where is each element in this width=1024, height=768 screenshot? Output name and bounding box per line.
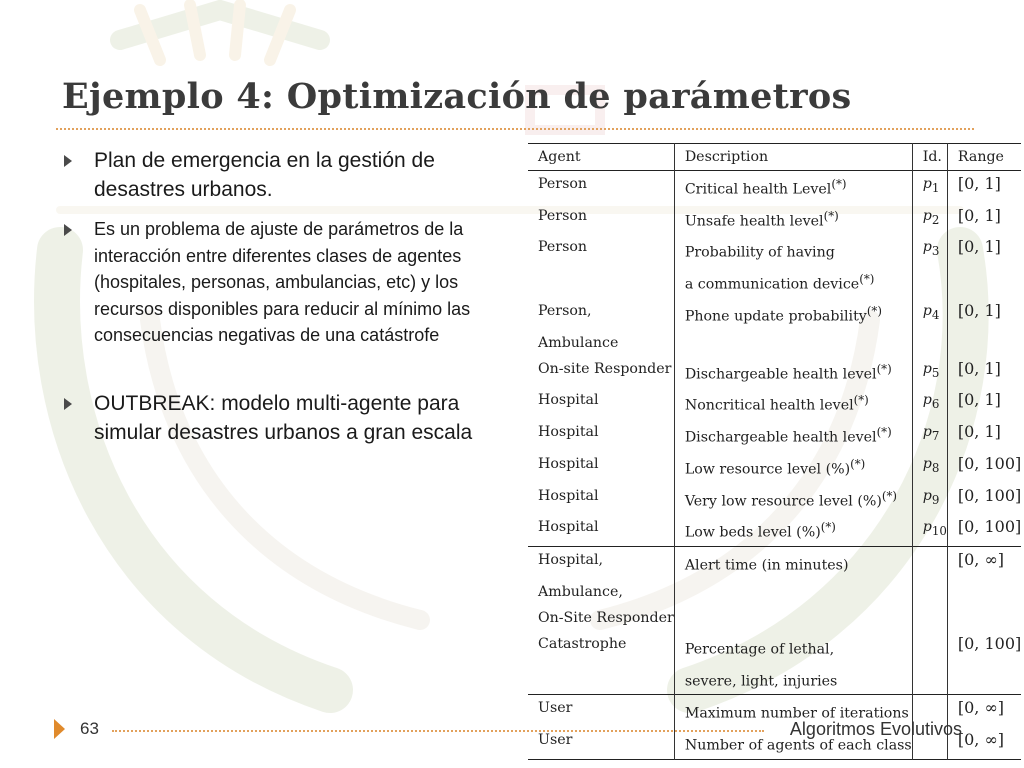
optimized-marker: (*) <box>859 272 875 287</box>
title-divider <box>56 128 974 130</box>
cell-agent: User <box>538 732 573 749</box>
description-text: Low resource level (%) <box>684 461 851 478</box>
cell-range <box>947 663 1021 695</box>
cell-id <box>912 451 947 483</box>
cell-agent: Person <box>538 207 588 224</box>
cell-description <box>674 483 912 515</box>
id-symbol: p <box>922 176 932 192</box>
cell-id <box>912 605 947 631</box>
slide-title: Ejemplo 4: Optimización de parámetros <box>62 76 852 117</box>
cell-id <box>912 483 947 515</box>
header-range: Range <box>947 144 1021 171</box>
description-text: Very low resource level (%) <box>684 493 882 510</box>
cell-agent: Hospital <box>538 519 599 536</box>
table-row <box>528 514 1021 546</box>
optimized-marker: (*) <box>831 177 847 191</box>
cell-range: [0, 100] <box>947 451 1021 483</box>
cell-description <box>674 387 912 419</box>
cell-id <box>912 330 947 356</box>
bullet-list <box>60 146 512 447</box>
footer-arrow-icon <box>54 719 65 739</box>
cell-agent: Hospital <box>538 392 599 409</box>
bullet-item <box>60 389 512 447</box>
table-row <box>528 203 1021 235</box>
id-subscript: 9 <box>931 492 940 507</box>
page-number: 63 <box>80 719 99 738</box>
table-row <box>528 330 1021 356</box>
table-row <box>528 234 1021 266</box>
cell-agent: Person, <box>538 302 592 319</box>
cell-range: [0, 1] <box>947 419 1021 451</box>
table-row <box>528 579 1021 605</box>
description-text: Alert time (in minutes) <box>684 557 849 574</box>
cell-agent: On-site Responder <box>538 360 672 377</box>
id-subscript: 7 <box>931 428 940 443</box>
id-symbol: p <box>922 360 932 377</box>
cell-range <box>947 330 1021 356</box>
description-text: Dischargeable health level <box>684 429 877 446</box>
table-row <box>528 631 1021 663</box>
cell-description <box>674 514 912 546</box>
cell-description <box>674 298 912 330</box>
cell-id <box>912 298 947 330</box>
cell-agent: Hospital <box>538 487 599 504</box>
cell-description <box>674 419 912 451</box>
cell-description <box>674 234 912 266</box>
cell-range: [0, ∞] <box>947 727 1021 759</box>
bullet-item <box>60 216 512 349</box>
table-group-scenario <box>528 547 1021 695</box>
cell-id <box>912 234 947 266</box>
table-group-parameters <box>528 171 1021 547</box>
cell-range: [0, 1] <box>947 298 1021 330</box>
id-subscript: 10 <box>931 524 947 539</box>
cell-range: [0, 1] <box>947 203 1021 235</box>
id-subscript: 2 <box>931 212 940 227</box>
table-row <box>528 171 1021 203</box>
cell-range: [0, ∞] <box>947 695 1021 727</box>
table-row <box>528 266 1021 298</box>
id-symbol: p <box>922 424 932 441</box>
id-symbol: p <box>922 239 932 256</box>
id-subscript: 4 <box>931 307 940 322</box>
cell-description <box>674 171 912 203</box>
bullet-item <box>60 146 512 204</box>
table-row <box>528 419 1021 451</box>
cell-id <box>912 356 947 388</box>
id-symbol: p <box>922 519 932 536</box>
cell-description <box>674 330 912 356</box>
optimized-marker: (*) <box>820 520 836 535</box>
table-row <box>528 605 1021 631</box>
cell-id <box>912 419 947 451</box>
cell-description <box>674 579 912 605</box>
cell-range <box>947 605 1021 631</box>
bullet-arrow-icon <box>64 398 72 410</box>
footer-divider <box>112 730 764 732</box>
description-text: Noncritical health level <box>684 398 854 415</box>
table-row <box>528 483 1021 515</box>
cell-id <box>912 514 947 546</box>
description-text: Percentage of lethal, <box>684 641 835 658</box>
cell-agent <box>528 663 674 695</box>
footer-course-title: Algoritmos Evolutivos <box>789 719 962 739</box>
bullet-text: Es un problema de ajuste de parámetros de la interacción entre diferentes clases de agentes (hospitales, personas, ambulancias, etc) y los recursos disponibles para reducir al mínimo las consecuencias negativas de una catástrofe <box>94 219 471 345</box>
id-subscript: 3 <box>931 244 940 259</box>
description-text: Dischargeable health level <box>684 366 877 383</box>
description-text: Unsafe health level <box>684 213 824 230</box>
cell-agent: Hospital <box>538 455 599 472</box>
cell-description <box>674 356 912 388</box>
optimized-marker: (*) <box>823 208 839 223</box>
optimized-marker: (*) <box>881 488 898 503</box>
id-subscript: 8 <box>931 460 940 475</box>
bullet-text: OUTBREAK: modelo multi-agente para simular desastres urbanos a gran escala <box>94 391 473 444</box>
optimized-marker: (*) <box>850 456 866 471</box>
cell-id <box>912 547 947 579</box>
cell-agent: Hospital <box>538 424 599 441</box>
cell-agent: Ambulance, <box>538 583 623 600</box>
cell-range: [0, ∞] <box>947 547 1021 579</box>
cell-id <box>912 387 947 419</box>
id-symbol: p <box>922 207 932 224</box>
bullet-arrow-icon <box>64 224 72 236</box>
cell-range: [0, 100] <box>947 631 1021 663</box>
bullet-arrow-icon <box>64 155 72 167</box>
optimized-marker: (*) <box>876 425 892 440</box>
cell-range: [0, 100] <box>947 483 1021 515</box>
cell-id <box>912 631 947 663</box>
optimized-marker: (*) <box>853 393 869 408</box>
header-description: Description <box>674 144 912 171</box>
optimized-marker: (*) <box>866 303 882 318</box>
cell-agent: On-Site Responder <box>538 609 674 626</box>
cell-id <box>912 203 947 235</box>
cell-range: [0, 1] <box>947 387 1021 419</box>
description-text: Probability of having <box>684 245 835 262</box>
description-text: Phone update probability <box>684 308 867 325</box>
cell-agent: Ambulance <box>538 334 619 351</box>
cell-description <box>674 547 912 579</box>
cell-description <box>674 605 912 631</box>
cell-description <box>674 266 912 298</box>
cell-id <box>912 663 947 695</box>
description-text: a communication device <box>684 276 860 293</box>
cell-description <box>674 451 912 483</box>
header-agent: Agent <box>538 149 581 165</box>
header-id: Id. <box>912 144 947 171</box>
cell-range <box>947 266 1021 298</box>
optimized-marker: (*) <box>876 361 892 376</box>
id-subscript: 5 <box>931 365 940 380</box>
cell-range: [0, 1] <box>947 171 1021 203</box>
cell-id <box>912 579 947 605</box>
cell-id <box>912 266 947 298</box>
cell-range <box>947 579 1021 605</box>
table-row <box>528 451 1021 483</box>
cell-agent: Hospital, <box>538 552 604 569</box>
table-row <box>528 298 1021 330</box>
id-subscript: 6 <box>931 397 940 412</box>
table-row <box>528 547 1021 579</box>
cell-range: [0, 1] <box>947 234 1021 266</box>
cell-agent: Person <box>538 239 588 256</box>
cell-description <box>674 663 912 695</box>
cell-agent: Person <box>538 176 588 192</box>
description-text: Low beds level (%) <box>684 525 821 542</box>
bullet-text: Plan de emergencia en la gestión de desastres urbanos. <box>94 149 435 201</box>
table-row <box>528 663 1021 695</box>
description-text: severe, light, injuries <box>684 673 838 690</box>
cell-description <box>674 203 912 235</box>
table-header-row <box>528 144 1021 171</box>
cell-range: [0, 1] <box>947 356 1021 388</box>
parameter-table <box>528 143 1021 760</box>
id-symbol: p <box>922 487 932 504</box>
id-symbol: p <box>922 455 932 472</box>
table-row <box>528 356 1021 388</box>
id-subscript: 1 <box>931 180 940 195</box>
cell-agent: User <box>538 700 573 717</box>
cell-id <box>912 171 947 203</box>
table-row <box>528 387 1021 419</box>
description-text: Number of agents of each class <box>684 737 912 754</box>
description-text: Maximum number of iterations <box>684 706 909 723</box>
id-symbol: p <box>922 392 932 409</box>
cell-agent <box>528 266 674 298</box>
cell-agent: Catastrophe <box>538 635 627 652</box>
cell-description <box>674 631 912 663</box>
cell-range: [0, 100] <box>947 514 1021 546</box>
id-symbol: p <box>922 302 932 319</box>
description-text: Critical health Level <box>684 181 832 198</box>
